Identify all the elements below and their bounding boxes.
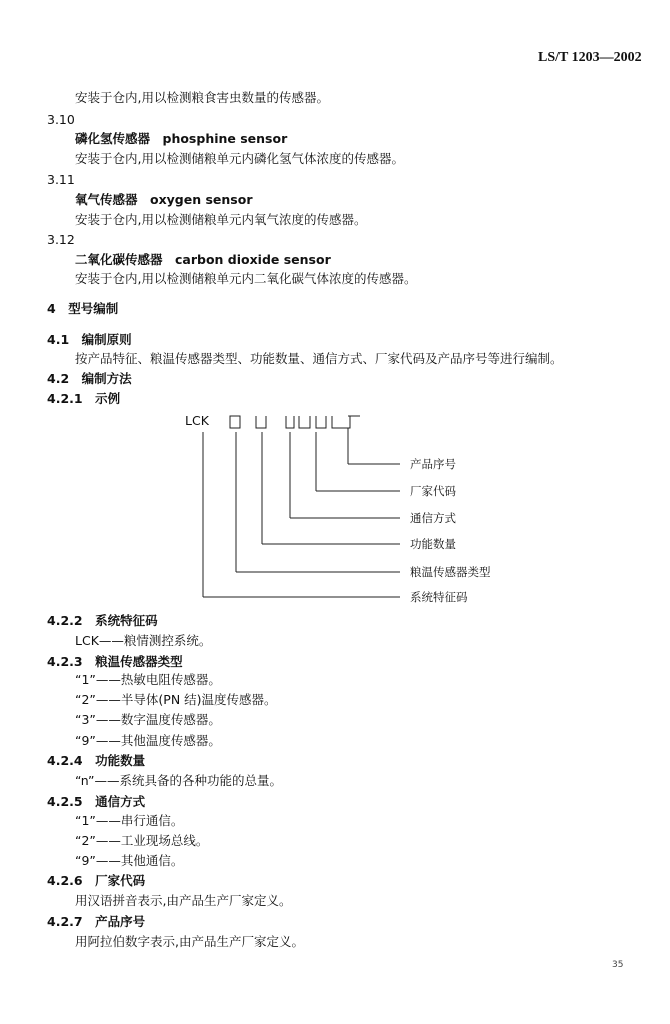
clause-number: 3.11 <box>47 172 75 187</box>
section-heading: 4.2.3 粮温传感器类型 <box>47 654 183 669</box>
diagram-label-comm: 通信方式 <box>410 511 456 525</box>
diagram-label-system-code: 系统特征码 <box>410 590 468 604</box>
body-text: 用汉语拼音表示,由产品生产厂家定义。 <box>75 893 292 908</box>
clause-number: 3.10 <box>47 112 75 127</box>
section-heading: 4.1 编制原则 <box>47 332 132 347</box>
body-text: 按产品特征、粮温传感器类型、功能数量、通信方式、厂家代码及产品序号等进行编制。 <box>75 351 563 366</box>
definition-text: 安装于仓内,用以检测储粮单元内氧气浓度的传感器。 <box>75 212 367 227</box>
list-item: “1”——热敏电阻传感器。 <box>75 672 221 687</box>
term-heading: 氧气传感器 oxygen sensor <box>75 192 253 207</box>
definition-text: 安装于仓内,用以检测储粮单元内磷化氢气体浓度的传感器。 <box>75 151 404 166</box>
code-prefix: LCK <box>185 413 209 428</box>
diagram-label-vendor: 厂家代码 <box>410 484 456 498</box>
page-number: 35 <box>612 960 624 970</box>
list-item: “n”——系统具备的各种功能的总量。 <box>75 773 283 788</box>
clause-number: 3.12 <box>47 232 75 247</box>
section-heading: 4.2.6 厂家代码 <box>47 873 146 888</box>
list-item: “2”——工业现场总线。 <box>75 833 209 848</box>
section-heading: 4 型号编制 <box>47 301 119 316</box>
list-item: “1”——串行通信。 <box>75 813 184 828</box>
term-heading: 磷化氢传感器 phosphine sensor <box>75 131 288 146</box>
section-heading: 4.2.2 系统特征码 <box>47 613 158 628</box>
definition-text: 安装于仓内,用以检测储粮单元内二氧化碳气体浓度的传感器。 <box>75 271 417 286</box>
code-box <box>230 416 240 428</box>
diagram-label-sensor-type: 粮温传感器类型 <box>410 565 491 579</box>
section-heading: 4.2.1 示例 <box>47 391 121 406</box>
standard-number: LS/T 1203—2002 <box>538 50 642 65</box>
list-item: “3”——数字温度传感器。 <box>75 712 221 727</box>
diagram-label-functions: 功能数量 <box>410 537 456 551</box>
body-text: LCK——粮情测控系统。 <box>75 633 212 648</box>
section-heading: 4.2.7 产品序号 <box>47 914 146 929</box>
term-heading: 二氧化碳传感器 carbon dioxide sensor <box>75 252 331 267</box>
section-heading: 4.2 编制方法 <box>47 371 132 386</box>
list-item: “9”——其他温度传感器。 <box>75 733 221 748</box>
list-item: “2”——半导体(PN 结)温度传感器。 <box>75 692 277 707</box>
body-text: 用阿拉伯数字表示,由产品生产厂家定义。 <box>75 934 304 949</box>
list-item: “9”——其他通信。 <box>75 853 184 868</box>
section-heading: 4.2.5 通信方式 <box>47 794 146 809</box>
definition-text: 安装于仓内,用以检测粮食害虫数量的传感器。 <box>75 90 329 105</box>
section-heading: 4.2.4 功能数量 <box>47 753 146 768</box>
diagram-label-serial: 产品序号 <box>410 457 456 471</box>
